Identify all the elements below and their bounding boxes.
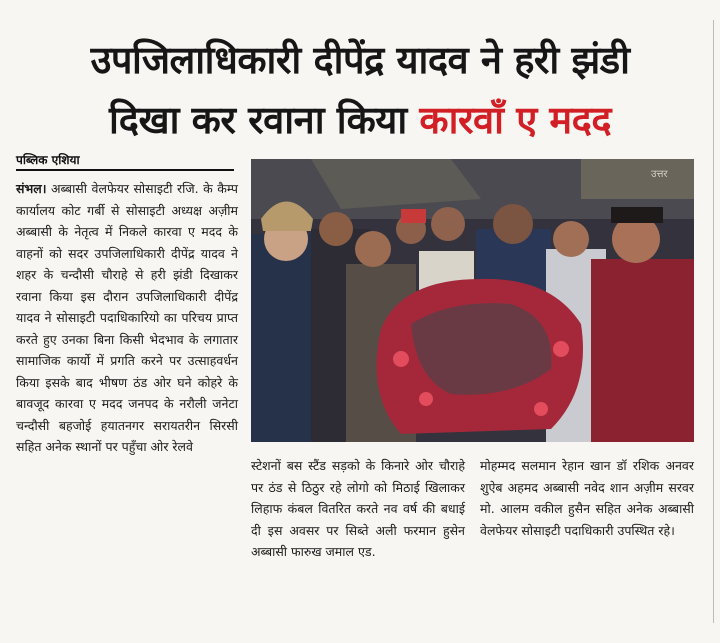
- article-column-1: [16, 178, 238, 458]
- headline-line-2: [0, 96, 720, 144]
- article-column-3: मोहम्मद सलमान रेहान खान डॉ रशिक अनवर शुऐब अहमद अब्बासी नवेद शान अज़ीम सरवर मो. आलम वकील हुसैन सहित अनेक अब्बासी वेलफेयर सोसाइटी पदाधिकारी उपस्थित रहे।: [480, 458, 694, 538]
- photo-illustration: [251, 159, 694, 442]
- article-column-1-text: अब्बासी वेलफेयर सोसाइटी रजि. के कैम्प कार्यालय कोट गर्बी से सोसाइटी अध्यक्ष अज़ीम अब्बासी के नेतृत्व में निकले कारवा ए मदद के वाहनों को सदर उपजिलाधिकारी दीपेंद्र यादव ने शहर के चन्दौसी चौराहे से हरी झंडी दिखाकर रवाना किया इस दौरान उपजिलाधिकारी दीपेंद्र यादव ने सोसाइटी पदाधिकारियो का परिचय प्राप्त करते हुए उनका बिना किसी भेदभाव के लगातार सामाजिक कार्यो में प्रगति करने पर उत्साहवर्धन किया इसके बाद भीषण ठंड ओर घने कोहरे के बावजूद कारवा ए मदद जनपद के नरौली जनेटा चन्दौसी बहजोई हयातनगर सरायतरीन सिरसी सहित अनेक स्थानों पर पहुँचा ओर रेलवे: [16, 181, 238, 454]
- headline-line-2-red: कारवाँ ए मदद: [419, 98, 612, 142]
- news-photo: [251, 159, 694, 442]
- article-column-2: स्टेशनों बस स्टैंड सड़को के किनारे ओर चौराहे पर ठंड से ठिठुर रहे लोगो को मिठाई खिलाकर लिहाफ कंबल वितरित करते नव वर्ष की बधाई दी इस अवसर पर सिब्ते अली फरमान हुसेन अब्बासी फारुख जमाल एड.: [251, 458, 465, 559]
- page-edge-rule: [713, 20, 714, 623]
- headline-line-1: उपजिलाधिकारी दीपेंद्र यादव ने हरी झंडी: [90, 38, 630, 82]
- byline: पब्लिक एशिया: [16, 151, 234, 171]
- dateline: संभल।: [16, 181, 47, 196]
- photo-sign-text: उत्तर: [651, 169, 668, 180]
- headline-line-2-black: दिखा कर रवाना किया: [108, 98, 420, 142]
